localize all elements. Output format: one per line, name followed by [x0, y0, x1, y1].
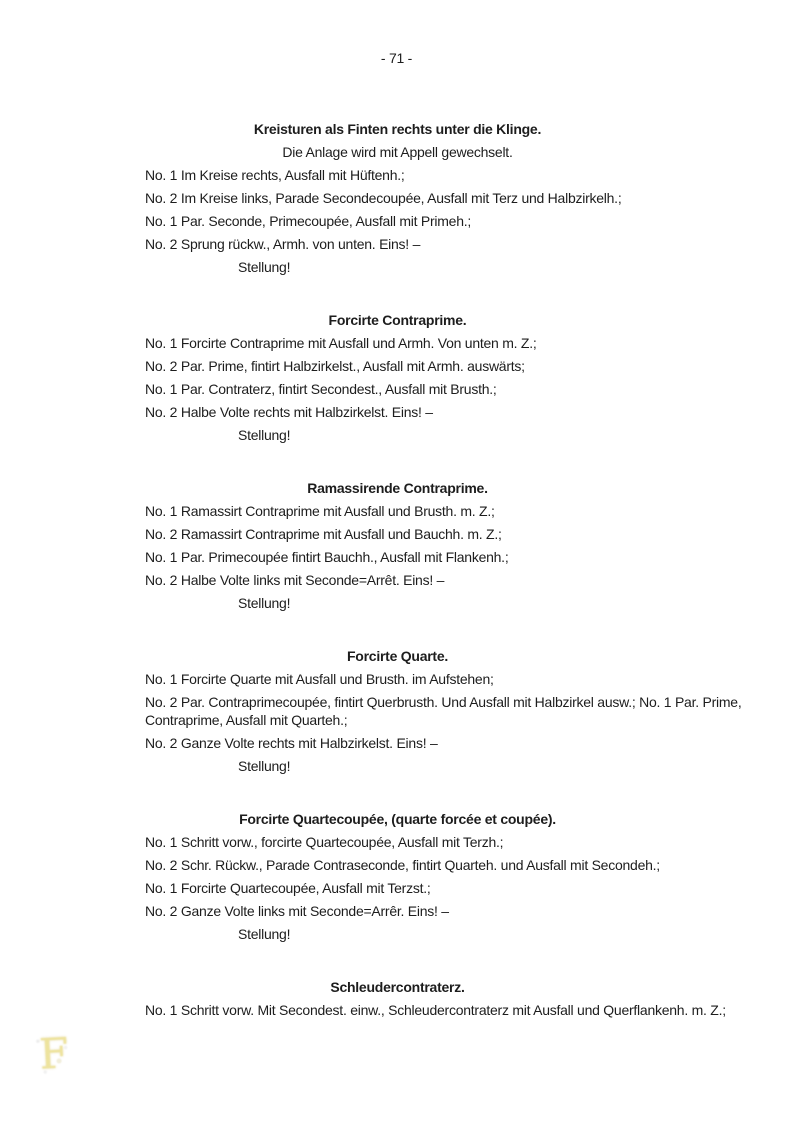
- section-subheading: Die Anlage wird mit Appell gewechselt.: [282, 144, 513, 160]
- exercise-section: [145, 309, 650, 447]
- stellung-line: Stellung!: [238, 758, 291, 774]
- section-heading: Forcirte Quarte.: [346, 648, 449, 664]
- exercise-section: [145, 645, 742, 778]
- exercise-line: No. 2 Ramassirt Contraprime mit Ausfall und Bauchh. m. Z.;: [145, 526, 502, 542]
- exercise-line: No. 2 Par. Prime, fintirt Halbzirkelst., Ausfall mit Armh. auswärts;: [145, 358, 525, 374]
- exercise-line: No. 2 Halbe Volte rechts mit Halbzirkelst. Eins! –: [145, 404, 433, 420]
- section-heading: Forcirte Quartecoupée, (quarte forcée et coupée).: [239, 811, 556, 827]
- exercise-line: No. 1 Schritt vorw. Mit Secondest. einw., Schleudercontraterz mit Ausfall und Querflankenh. m. Z.;: [145, 1002, 726, 1018]
- section-heading: Kreisturen als Finten rechts unter die Klinge.: [253, 121, 542, 137]
- section-heading: Forcirte Contraprime.: [328, 312, 467, 328]
- stellung-line: Stellung!: [238, 595, 291, 611]
- page-number: - 71 -: [380, 50, 413, 66]
- exercise-line: No. 1 Par. Seconde, Primecoupée, Ausfall mit Primeh.;: [145, 213, 472, 229]
- exercise-line: No. 1 Forcirte Contraprime mit Ausfall und Armh. Von unten m. Z.;: [145, 335, 537, 351]
- stellung-line: Stellung!: [238, 926, 291, 942]
- exercise-section: [145, 808, 660, 946]
- exercise-line: No. 2 Sprung rückw., Armh. von unten. Eins! –: [145, 236, 421, 252]
- exercise-line: No. 1 Schritt vorw., forcirte Quartecoupée, Ausfall mit Terzh.;: [145, 834, 504, 850]
- exercise-line: No. 1 Im Kreise rechts, Ausfall mit Hüftenh.;: [145, 167, 405, 183]
- exercise-line: No. 1 Par. Primecoupée fintirt Bauchh., Ausfall mit Flankenh.;: [145, 549, 509, 565]
- exercise-line: No. 1 Ramassirt Contraprime mit Ausfall und Brusth. m. Z.;: [145, 503, 495, 519]
- exercise-section: [145, 477, 650, 615]
- exercise-line: No. 1 Forcirte Quartecoupée, Ausfall mit Terzst.;: [145, 880, 431, 896]
- document-content: [145, 118, 742, 1022]
- exercise-line: No. 1 Forcirte Quarte mit Ausfall und Brusth. im Aufstehen;: [145, 671, 494, 687]
- stellung-line: Stellung!: [238, 259, 291, 275]
- exercise-line: No. 2 Schr. Rückw., Parade Contraseconde, fintirt Quarteh. und Ausfall mit Secondeh.;: [145, 857, 660, 873]
- exercise-line: No. 2 Halbe Volte links mit Seconde=Arrêt. Eins! –: [145, 572, 445, 588]
- section-heading: Schleudercontraterz.: [330, 979, 465, 995]
- exercise-line: Contraprime, Ausfall mit Quarteh.;: [145, 712, 348, 728]
- stamp-watermark: F: [29, 1029, 80, 1083]
- section-heading: Ramassirende Contraprime.: [307, 480, 488, 496]
- exercise-line: No. 2 Ganze Volte links mit Seconde=Arrêr. Eins! –: [145, 903, 449, 919]
- stellung-line: Stellung!: [238, 427, 291, 443]
- exercise-section: [145, 118, 650, 279]
- exercise-line: No. 2 Im Kreise links, Parade Secondecoupée, Ausfall mit Terz und Halbzirkelh.;: [145, 190, 622, 206]
- exercise-line: No. 2 Ganze Volte rechts mit Halbzirkelst. Eins! –: [145, 735, 438, 751]
- exercise-line: No. 2 Par. Contraprimecoupée, fintirt Querbrusth. Und Ausfall mit Halbzirkel ausw.; No. 1 Par. Prime,: [145, 694, 742, 710]
- exercise-section: [145, 976, 726, 1022]
- exercise-line: No. 1 Par. Contraterz, fintirt Secondest., Ausfall mit Brusth.;: [145, 381, 497, 397]
